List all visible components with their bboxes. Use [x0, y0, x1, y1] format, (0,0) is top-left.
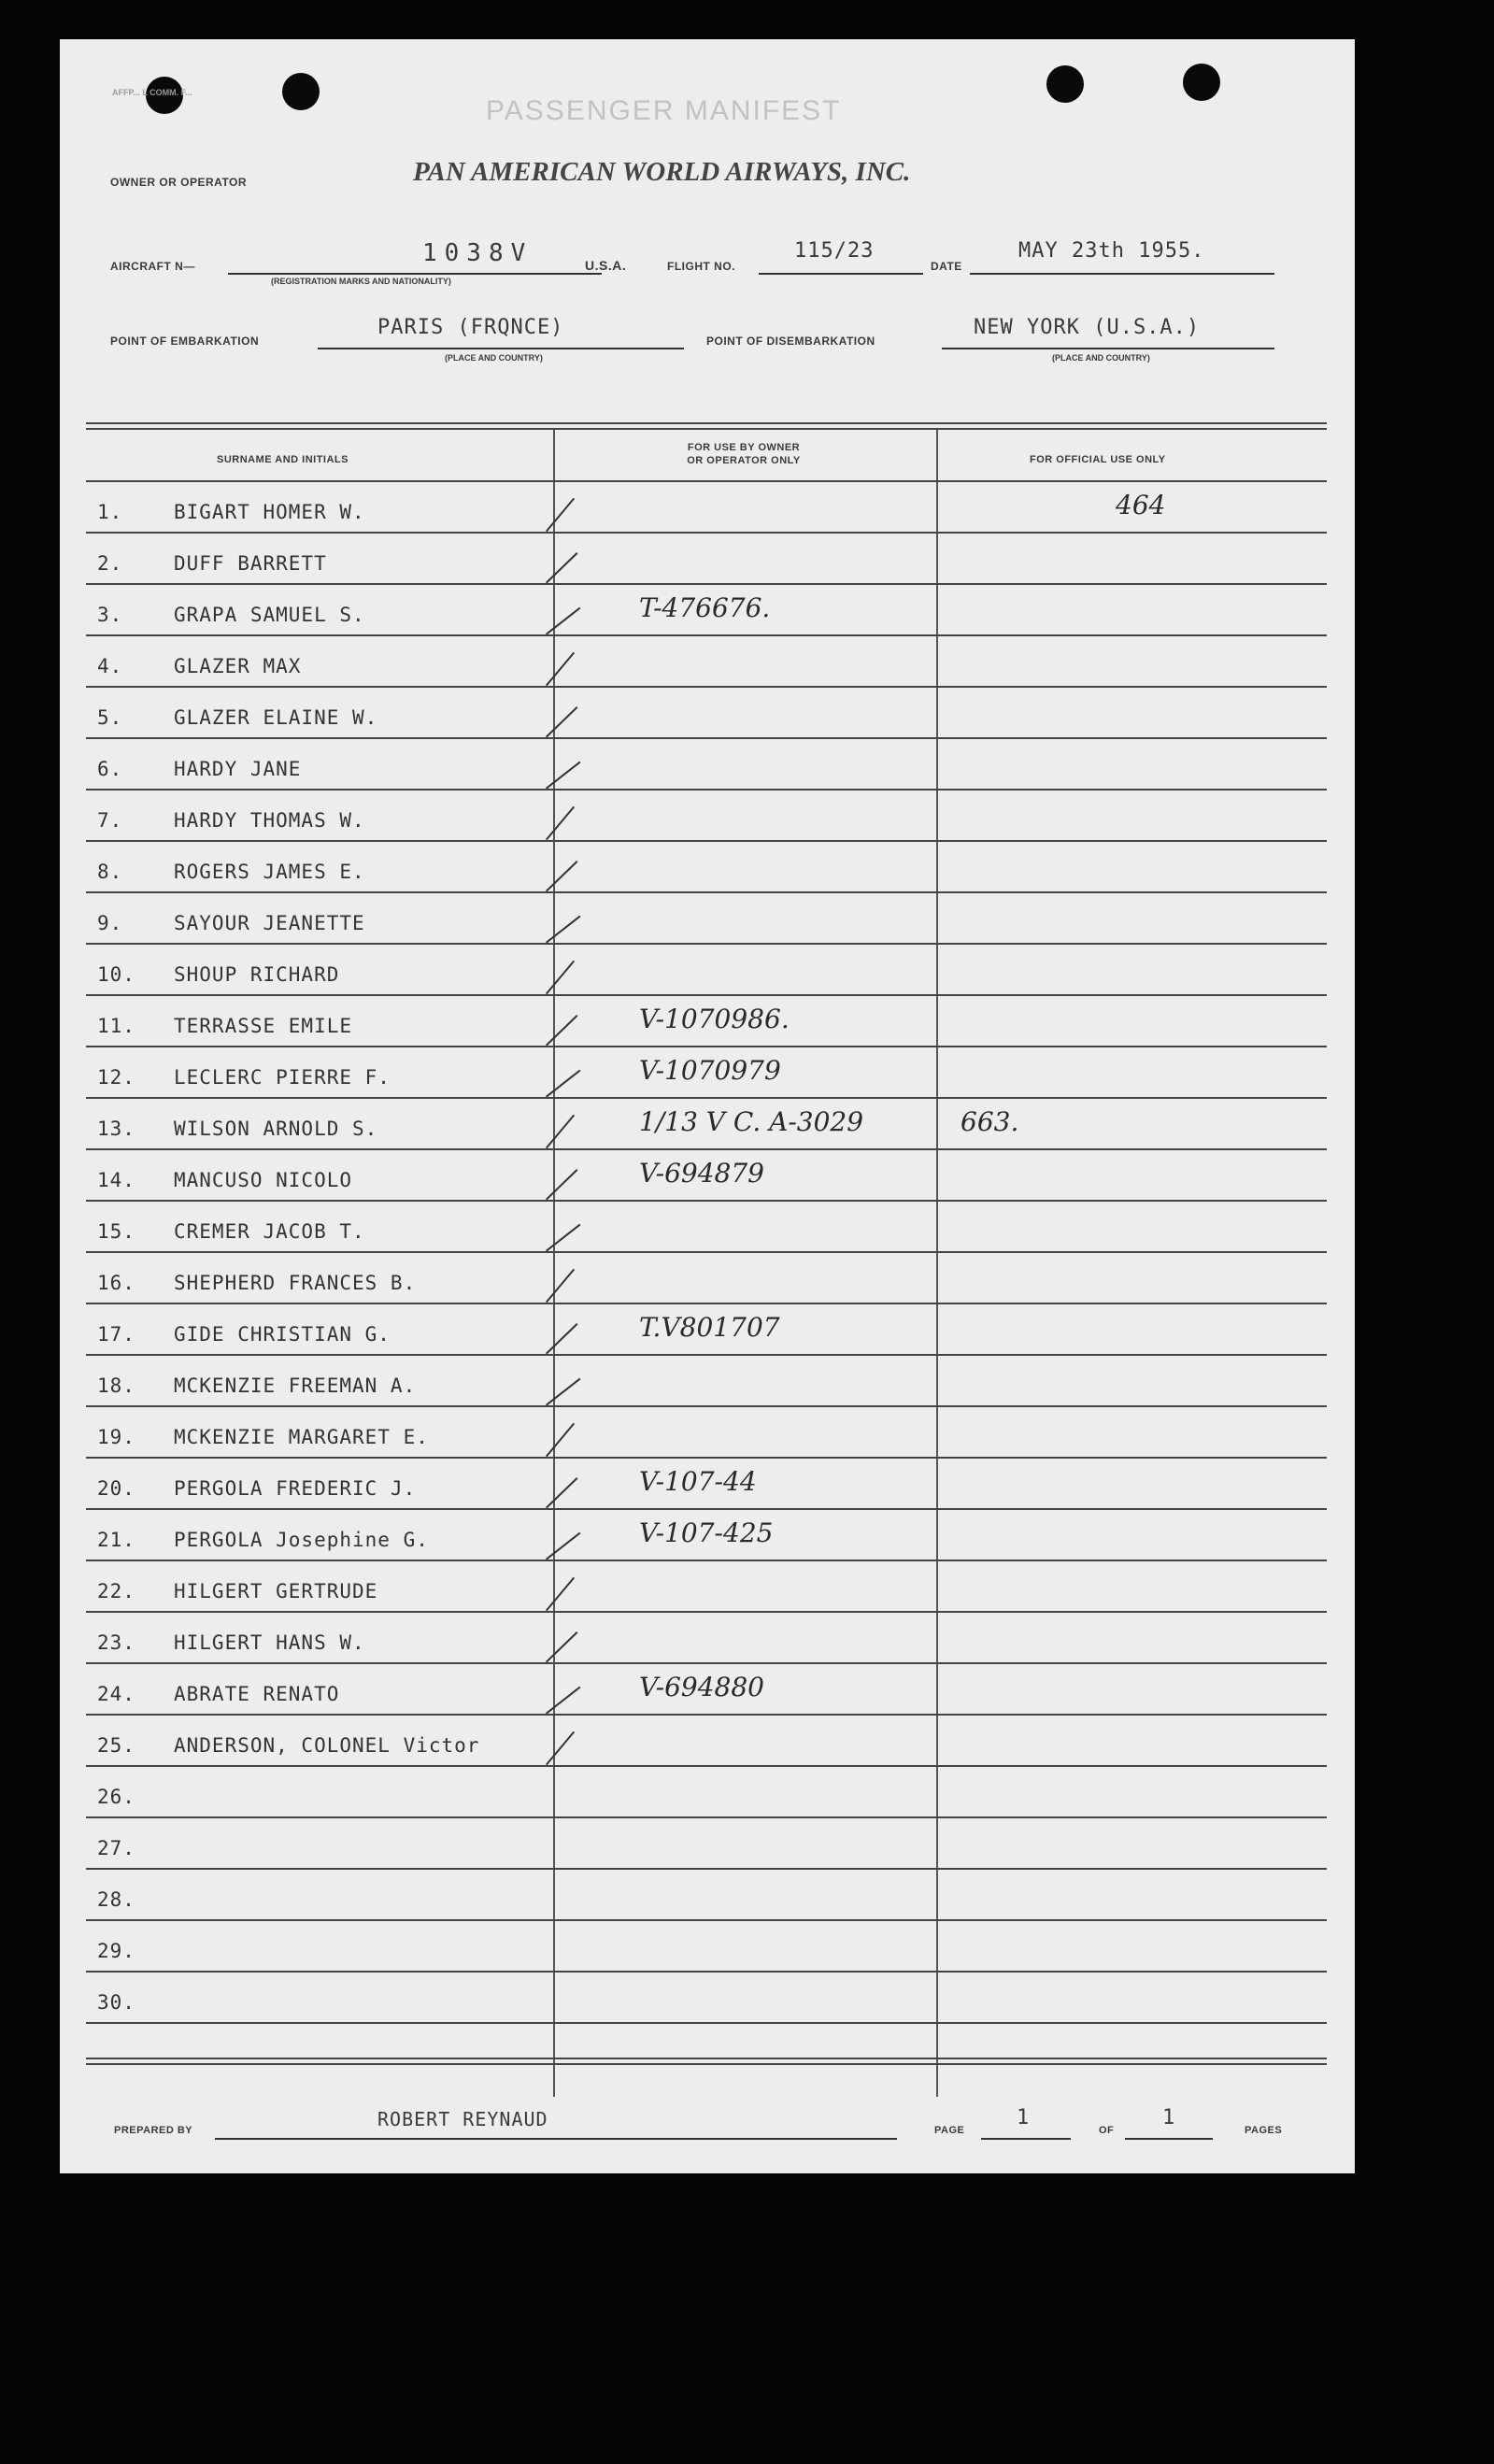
passenger-name: HARDY JANE	[174, 758, 302, 780]
row-number: 7.	[97, 809, 123, 832]
table-row	[97, 1220, 384, 1243]
row-number: 10.	[97, 963, 135, 986]
row-number: 11.	[97, 1015, 135, 1037]
punch-hole	[1046, 65, 1084, 103]
passenger-name: TERRASSE EMILE	[174, 1015, 353, 1037]
row-rule	[86, 1868, 1327, 1870]
table-row	[97, 1066, 409, 1089]
passenger-name: CREMER JACOB T.	[174, 1220, 365, 1243]
owner-note: V-107-44	[639, 1466, 757, 1497]
row-rule	[86, 943, 1327, 945]
check-mark	[546, 916, 580, 944]
row-rule	[86, 1560, 1327, 1561]
row-rule	[86, 994, 1327, 996]
passenger-name: HARDY THOMAS W.	[174, 809, 365, 832]
table-row	[97, 1580, 396, 1602]
row-number: 20.	[97, 1477, 135, 1500]
row-number: 21.	[97, 1529, 135, 1551]
row-rule	[86, 1919, 1327, 1921]
row-rule	[86, 891, 1327, 893]
table-row	[97, 861, 384, 883]
official-note: 663.	[960, 1106, 1019, 1137]
table-row	[97, 1426, 448, 1448]
aircraft-label: AIRCRAFT N—	[110, 260, 195, 273]
owner-note: T.V801707	[639, 1312, 780, 1343]
table-row	[97, 1683, 358, 1705]
row-rule	[86, 1816, 1327, 1818]
row-rule	[86, 1148, 1327, 1150]
check-mark	[546, 1015, 577, 1046]
page-label: PAGE	[934, 2125, 965, 2136]
of-label: OF	[1099, 2125, 1115, 2136]
passenger-name: GLAZER MAX	[174, 655, 302, 677]
pages-label: PAGES	[1245, 2125, 1283, 2136]
check-mark	[546, 1224, 580, 1252]
official-note: 464	[1116, 490, 1166, 520]
check-mark	[546, 1731, 575, 1766]
passenger-name: SAYOUR JEANETTE	[174, 912, 365, 934]
check-mark	[546, 1577, 575, 1612]
row-rule	[86, 1662, 1327, 1664]
passenger-name: ANDERSON, COLONEL Victor	[174, 1734, 480, 1757]
table-row	[97, 1786, 192, 1808]
row-rule	[86, 840, 1327, 842]
flight-value: 115/23	[794, 239, 875, 263]
check-mark	[546, 1115, 575, 1149]
usa-label: U.S.A.	[585, 258, 627, 273]
row-number: 23.	[97, 1631, 135, 1654]
table-row	[97, 1940, 192, 1962]
check-mark	[546, 1169, 577, 1200]
punch-hole	[282, 73, 320, 110]
check-mark	[546, 1378, 580, 1406]
row-number: 25.	[97, 1734, 135, 1757]
aircraft-sub: (REGISTRATION MARKS AND NATIONALITY)	[271, 277, 451, 286]
row-number: 22.	[97, 1580, 135, 1602]
row-number: 1.	[97, 501, 123, 523]
row-rule	[86, 737, 1327, 739]
row-rule	[86, 2022, 1327, 2024]
row-rule	[86, 1457, 1327, 1459]
flight-label: FLIGHT NO.	[667, 260, 735, 273]
passenger-name: ROGERS JAMES E.	[174, 861, 365, 883]
owner-note: T-476676.	[639, 592, 771, 623]
disembark-sub: (PLACE AND COUNTRY)	[1052, 353, 1150, 363]
row-rule	[86, 686, 1327, 688]
passenger-name: GIDE CHRISTIAN G.	[174, 1323, 391, 1346]
row-rule	[86, 1971, 1327, 1973]
table-row	[97, 963, 358, 986]
check-mark	[546, 607, 580, 635]
row-number: 8.	[97, 861, 123, 883]
aircraft-value: 1038V	[422, 239, 534, 267]
col-header-surname: SURNAME AND INITIALS	[217, 454, 349, 465]
form-title: PASSENGER MANIFEST	[486, 95, 842, 126]
manifest-sheet	[60, 39, 1355, 2173]
row-rule	[86, 1611, 1327, 1613]
passenger-name: GRAPA SAMUEL S.	[174, 604, 365, 626]
row-number: 9.	[97, 912, 123, 934]
check-mark	[546, 762, 580, 790]
row-number: 5.	[97, 706, 123, 729]
table-row	[97, 501, 384, 523]
row-rule	[86, 532, 1327, 534]
row-rule	[86, 1200, 1327, 1202]
check-mark	[546, 498, 575, 533]
passenger-name: GLAZER ELAINE W.	[174, 706, 378, 729]
row-rule	[86, 1714, 1327, 1716]
corner-note: AFFP... L COMM. F...	[112, 88, 192, 97]
prepared-label: PREPARED BY	[114, 2125, 193, 2136]
row-number: 6.	[97, 758, 123, 780]
passenger-name: MCKENZIE MARGARET E.	[174, 1426, 429, 1448]
check-mark	[546, 1269, 575, 1303]
row-rule	[86, 1251, 1327, 1253]
passenger-name: ABRATE RENATO	[174, 1683, 340, 1705]
row-rule	[86, 1303, 1327, 1304]
row-number: 15.	[97, 1220, 135, 1243]
col-header-owner-use: FOR USE BY OWNER OR OPERATOR ONLY	[687, 442, 801, 466]
owner-note: V-1070979	[639, 1055, 781, 1086]
row-number: 19.	[97, 1426, 135, 1448]
owner-note: V-694880	[639, 1672, 764, 1702]
row-number: 28.	[97, 1888, 135, 1911]
check-mark	[546, 1070, 580, 1098]
date-value: MAY 23th 1955.	[1018, 239, 1205, 263]
row-rule	[86, 1097, 1327, 1099]
row-number: 14.	[97, 1169, 135, 1191]
table-row	[97, 1734, 498, 1757]
check-mark	[546, 1532, 580, 1560]
table-row	[97, 604, 384, 626]
row-number: 2.	[97, 552, 123, 575]
table-row	[97, 912, 384, 934]
row-rule	[86, 1765, 1327, 1767]
row-rule	[86, 789, 1327, 790]
table-row	[97, 1837, 192, 1859]
passenger-name: MCKENZIE FREEMAN A.	[174, 1374, 417, 1397]
embark-value: PARIS (FRQNCE)	[377, 316, 564, 339]
check-mark	[546, 706, 577, 737]
table-row	[97, 655, 320, 677]
check-mark	[546, 1687, 580, 1715]
passenger-name: SHOUP RICHARD	[174, 963, 340, 986]
table-row	[97, 552, 346, 575]
table-row	[97, 758, 320, 780]
check-mark	[546, 1323, 577, 1354]
table-row	[97, 1631, 384, 1654]
owner-value: PAN AMERICAN WORLD AIRWAYS, INC.	[413, 157, 911, 187]
table-row	[97, 1169, 371, 1191]
embark-sub: (PLACE AND COUNTRY)	[445, 353, 543, 363]
table-row	[97, 1323, 409, 1346]
check-mark	[546, 961, 575, 995]
row-rule	[86, 634, 1327, 636]
passenger-name: HILGERT HANS W.	[174, 1631, 365, 1654]
table-row	[97, 1991, 192, 2014]
table-row	[97, 1888, 192, 1911]
row-number: 17.	[97, 1323, 135, 1346]
of-value: 1	[1162, 2106, 1176, 2129]
check-mark	[546, 652, 575, 687]
check-mark	[546, 806, 575, 841]
row-number: 29.	[97, 1940, 135, 1962]
row-number: 12.	[97, 1066, 135, 1089]
check-mark	[546, 1631, 577, 1662]
row-rule	[86, 1046, 1327, 1047]
row-number: 3.	[97, 604, 123, 626]
row-rule	[86, 1405, 1327, 1407]
disembark-value: NEW YORK (U.S.A.)	[974, 316, 1201, 339]
check-mark	[546, 861, 577, 891]
row-number: 18.	[97, 1374, 135, 1397]
row-rule	[86, 1354, 1327, 1356]
table-row	[97, 1477, 434, 1500]
owner-note: V-1070986.	[639, 1004, 790, 1034]
table-row	[97, 1374, 434, 1397]
owner-note: V-107-425	[639, 1517, 774, 1548]
table-row	[97, 1118, 396, 1140]
row-rule	[86, 583, 1327, 585]
passenger-name: BIGART HOMER W.	[174, 501, 365, 523]
passenger-name: DUFF BARRETT	[174, 552, 327, 575]
date-label: DATE	[931, 260, 962, 273]
check-mark	[546, 1477, 577, 1508]
row-number: 26.	[97, 1786, 135, 1808]
passenger-name: HILGERT GERTRUDE	[174, 1580, 378, 1602]
row-number: 27.	[97, 1837, 135, 1859]
row-number: 4.	[97, 655, 123, 677]
owner-label: OWNER OR OPERATOR	[110, 176, 248, 189]
check-mark	[546, 1423, 575, 1458]
row-number: 16.	[97, 1272, 135, 1294]
check-mark	[546, 552, 577, 583]
passenger-name: PERGOLA FREDERIC J.	[174, 1477, 417, 1500]
passenger-name: WILSON ARNOLD S.	[174, 1118, 378, 1140]
disembark-label: POINT OF DISEMBARKATION	[706, 335, 875, 348]
table-row	[97, 1015, 371, 1037]
passenger-name: LECLERC PIERRE F.	[174, 1066, 391, 1089]
page-value: 1	[1017, 2106, 1031, 2129]
passenger-name: PERGOLA Josephine G.	[174, 1529, 429, 1551]
table-row	[97, 1272, 434, 1294]
row-number: 13.	[97, 1118, 135, 1140]
passenger-name: SHEPHERD FRANCES B.	[174, 1272, 417, 1294]
owner-note: V-694879	[639, 1158, 764, 1189]
table-row	[97, 1529, 448, 1551]
owner-note: 1/13 V C. A-3029	[639, 1106, 864, 1137]
row-rule	[86, 1508, 1327, 1510]
passenger-name: MANCUSO NICOLO	[174, 1169, 353, 1191]
prepared-value: ROBERT REYNAUD	[377, 2108, 548, 2130]
col-header-official-use: FOR OFFICIAL USE ONLY	[1030, 454, 1166, 465]
embark-label: POINT OF EMBARKATION	[110, 335, 260, 348]
punch-hole	[1183, 64, 1220, 101]
row-number: 24.	[97, 1683, 135, 1705]
table-row	[97, 706, 396, 729]
row-number: 30.	[97, 1991, 135, 2014]
table-row	[97, 809, 384, 832]
